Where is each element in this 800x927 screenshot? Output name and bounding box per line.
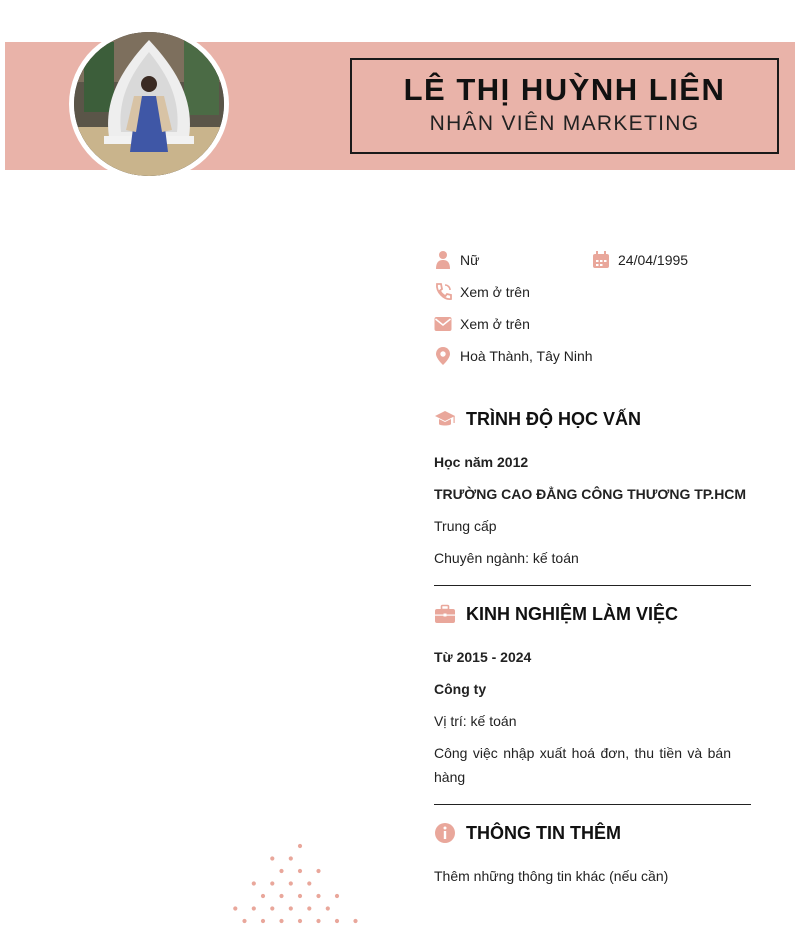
gender-row	[434, 249, 479, 271]
name-box	[350, 58, 779, 154]
info-icon	[434, 822, 456, 844]
education-year: Học năm 2012	[434, 454, 529, 470]
envelope-icon	[434, 314, 452, 334]
extra-title: THÔNG TIN THÊM	[466, 822, 621, 843]
phone-icon	[434, 282, 452, 302]
divider	[434, 585, 751, 586]
calendar-icon	[592, 250, 610, 270]
experience-company: Công ty	[434, 681, 487, 697]
briefcase-icon	[434, 603, 456, 625]
full-name: LÊ THỊ HUỲNH LIÊN	[403, 72, 726, 107]
education-major: Chuyên ngành: kế toán	[434, 550, 579, 566]
avatar	[69, 27, 229, 181]
experience-description: Công việc nhập xuất hoá đơn, thu tiền và bán hàng	[434, 745, 731, 785]
experience-heading	[434, 603, 678, 625]
extra-heading	[434, 822, 621, 844]
phone-value: Xem ở trên	[460, 284, 530, 300]
email-row	[434, 313, 530, 335]
job-title: NHÂN VIÊN MARKETING	[429, 112, 700, 135]
address-row	[434, 345, 593, 367]
education-school: TRƯỜNG CAO ĐẲNG CÔNG THƯƠNG TP.HCM	[434, 486, 747, 502]
extra-text: Thêm những thông tin khác (nếu cần)	[434, 868, 669, 884]
gender-value: Nữ	[460, 252, 480, 268]
graduation-cap-icon	[434, 408, 456, 430]
education-heading	[434, 408, 641, 430]
divider	[434, 804, 751, 805]
email-value: Xem ở trên	[460, 316, 530, 332]
experience-title: KINH NGHIỆM LÀM VIỆC	[466, 603, 679, 624]
experience-position: Vị trí: kế toán	[434, 713, 517, 729]
person-icon	[434, 250, 452, 270]
experience-period: Từ 2015 - 2024	[434, 649, 532, 665]
education-title: TRÌNH ĐỘ HỌC VẤN	[466, 408, 641, 429]
birthdate-value: 24/04/1995	[618, 252, 689, 268]
phone-row	[434, 281, 530, 303]
decorative-dots	[205, 840, 395, 927]
location-pin-icon	[434, 346, 452, 366]
education-level: Trung cấp	[434, 518, 497, 534]
address-value: Hoà Thành, Tây Ninh	[460, 348, 593, 364]
birthdate-row	[592, 249, 688, 271]
